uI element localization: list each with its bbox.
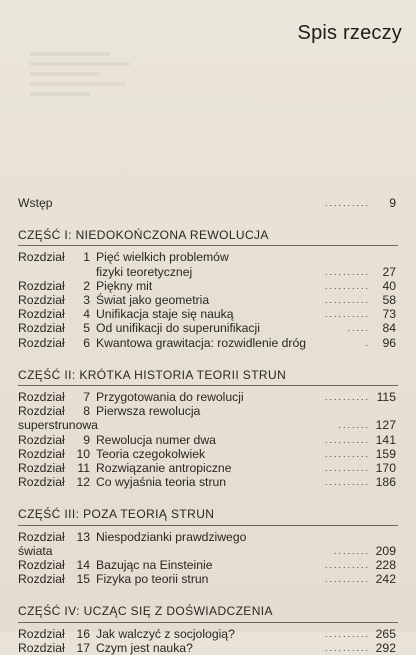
page-title: Spis rzeczy <box>297 22 402 44</box>
toc-entry <box>18 530 398 558</box>
toc-page-number: 27 <box>382 264 396 279</box>
toc-page-number: 170 <box>375 461 396 476</box>
chapter-number: 7 <box>83 390 90 405</box>
chapter-title: Niespodzianki prawdziwego świata <box>18 529 247 558</box>
chapter-number: 12 <box>76 475 90 490</box>
part-heading: CZĘŚĆ III: POZA TEORIĄ STRUN <box>18 507 398 525</box>
chapter-prefix: Rozdział <box>18 640 65 655</box>
chapter-number: 13 <box>76 529 90 544</box>
dot-leader: .......... <box>324 295 370 306</box>
chapter-number: 5 <box>83 321 90 336</box>
chapter-prefix: Rozdział <box>18 529 65 544</box>
toc-page-number: 228 <box>375 558 396 573</box>
chapter-number: 11 <box>77 461 90 476</box>
chapter-prefix: Rozdział <box>18 335 65 350</box>
chapter-prefix: Rozdział <box>18 390 65 405</box>
toc-entry <box>18 390 398 404</box>
toc-entry <box>18 461 398 475</box>
part-heading: CZĘŚĆ II: KRÓTKA HISTORIA TEORII STRUN <box>18 368 398 386</box>
toc-entry <box>18 475 398 489</box>
chapter-title: Przygotowania do rewolucji <box>96 390 244 405</box>
chapter-title: Świat jako geometria <box>96 293 210 308</box>
chapter-number: 10 <box>76 446 90 461</box>
dot-leader: .......... <box>324 477 370 488</box>
dot-leader: .......... <box>324 448 370 459</box>
chapter-title: Czym jest nauka? <box>96 640 193 655</box>
toc-page-number: 292 <box>375 640 396 655</box>
chapter-prefix: Rozdział <box>18 558 65 573</box>
toc-entry <box>18 250 398 278</box>
chapter-prefix: Rozdział <box>18 446 65 461</box>
toc-entry-intro <box>18 196 398 210</box>
dot-leader: .......... <box>324 628 370 639</box>
toc-entry <box>18 321 398 335</box>
chapter-prefix: Rozdział <box>18 293 65 308</box>
chapter-title: Jak walczyć z socjologią? <box>96 626 235 641</box>
toc-page-number: 9 <box>389 196 396 210</box>
chapter-prefix: Rozdział <box>18 572 65 587</box>
chapter-prefix: Rozdział <box>18 278 65 293</box>
chapter-title: Rewolucja numer dwa <box>96 432 216 447</box>
dot-leader: ....... <box>338 420 370 431</box>
toc-entry <box>18 336 398 350</box>
dot-leader: . <box>365 337 370 348</box>
toc-entry <box>18 293 398 307</box>
dot-leader: .......... <box>324 463 370 474</box>
toc-entry <box>18 433 398 447</box>
dot-leader: ........ <box>333 545 370 556</box>
dot-leader: .......... <box>324 309 370 320</box>
dot-leader: .......... <box>324 574 370 585</box>
toc-page-number: 96 <box>382 335 396 350</box>
toc-entry <box>18 279 398 293</box>
toc-page-number: 40 <box>382 278 396 293</box>
chapter-number: 1 <box>83 250 90 265</box>
toc-page-number: 73 <box>382 307 396 322</box>
part-heading: CZĘŚĆ I: NIEDOKOŃCZONA REWOLUCJA <box>18 228 398 246</box>
toc-page-number: 115 <box>376 390 396 405</box>
chapter-prefix: Rozdział <box>18 475 65 490</box>
chapter-title: Pięć wielkich problemów <box>96 250 229 265</box>
dot-leader: .......... <box>324 434 370 445</box>
part-heading: CZĘŚĆ IV: UCZĄC SIĘ Z DOŚWIADCZENIA <box>18 604 398 622</box>
chapter-title: Co wyjaśnia teoria strun <box>96 475 227 490</box>
chapter-number: 14 <box>76 558 90 573</box>
chapter-title: Bazując na Einsteinie <box>96 558 213 573</box>
chapter-prefix: Rozdział <box>18 404 65 419</box>
dot-leader: .......... <box>324 642 370 653</box>
chapter-number: 17 <box>76 640 90 655</box>
chapter-title: Piękny mit <box>96 278 153 293</box>
chapter-number: 4 <box>83 307 90 322</box>
chapter-prefix: Rozdział <box>18 461 65 476</box>
chapter-title: Od unifikacji do superunifikacji <box>96 321 260 336</box>
chapter-prefix: Rozdział <box>18 250 65 265</box>
toc-entry <box>18 627 398 641</box>
chapter-title: Rozwiązanie antropiczne <box>96 461 232 476</box>
chapter-number: 9 <box>83 432 90 447</box>
chapter-prefix: Rozdział <box>18 432 65 447</box>
chapter-prefix: Rozdział <box>18 626 65 641</box>
dot-leader: ..... <box>347 323 370 334</box>
toc-page-number: 159 <box>375 446 396 461</box>
bleed-through-text <box>30 52 140 102</box>
toc-entry <box>18 572 398 586</box>
chapter-number: 16 <box>76 626 90 641</box>
dot-leader: .......... <box>324 560 370 571</box>
toc-page-number: 58 <box>382 293 396 308</box>
dot-leader: .......... <box>324 280 370 291</box>
toc-page-number: 186 <box>375 475 396 490</box>
toc-entry <box>18 558 398 572</box>
chapter-number: 6 <box>83 335 90 350</box>
toc-page-number: 242 <box>375 572 396 587</box>
chapter-title: Kwantowa grawitacja: rozwidlenie dróg <box>96 335 307 350</box>
toc-entry <box>18 404 398 432</box>
table-of-contents <box>18 196 398 655</box>
chapter-title: Pierwsza rewolucja superstrunowa <box>18 404 201 433</box>
toc-entry <box>18 641 398 655</box>
toc-page-number: 265 <box>375 626 396 641</box>
chapter-number: 3 <box>83 293 90 308</box>
chapter-title-continued: fizyki teoretycznej <box>96 264 193 279</box>
toc-page-number: 127 <box>375 418 396 433</box>
toc-page-number: 141 <box>375 432 396 447</box>
chapter-prefix: Rozdział <box>18 321 65 336</box>
toc-entry-title: Wstęp <box>18 196 53 210</box>
toc-page-number: 84 <box>382 321 396 336</box>
dot-leader: .......... <box>324 198 370 208</box>
chapter-prefix: Rozdział <box>18 307 65 322</box>
chapter-title: Unifikacja staje się nauką <box>96 307 234 322</box>
chapter-number: 2 <box>83 278 90 293</box>
toc-page-number: 209 <box>375 543 396 558</box>
chapter-number: 15 <box>76 572 90 587</box>
dot-leader: .......... <box>324 266 370 277</box>
dot-leader: .......... <box>324 392 370 403</box>
chapter-number: 8 <box>83 404 90 419</box>
toc-entry <box>18 307 398 321</box>
chapter-title: Fizyka po teorii strun <box>96 572 209 587</box>
chapter-title: Teoria czegokolwiek <box>96 446 206 461</box>
toc-entry <box>18 447 398 461</box>
